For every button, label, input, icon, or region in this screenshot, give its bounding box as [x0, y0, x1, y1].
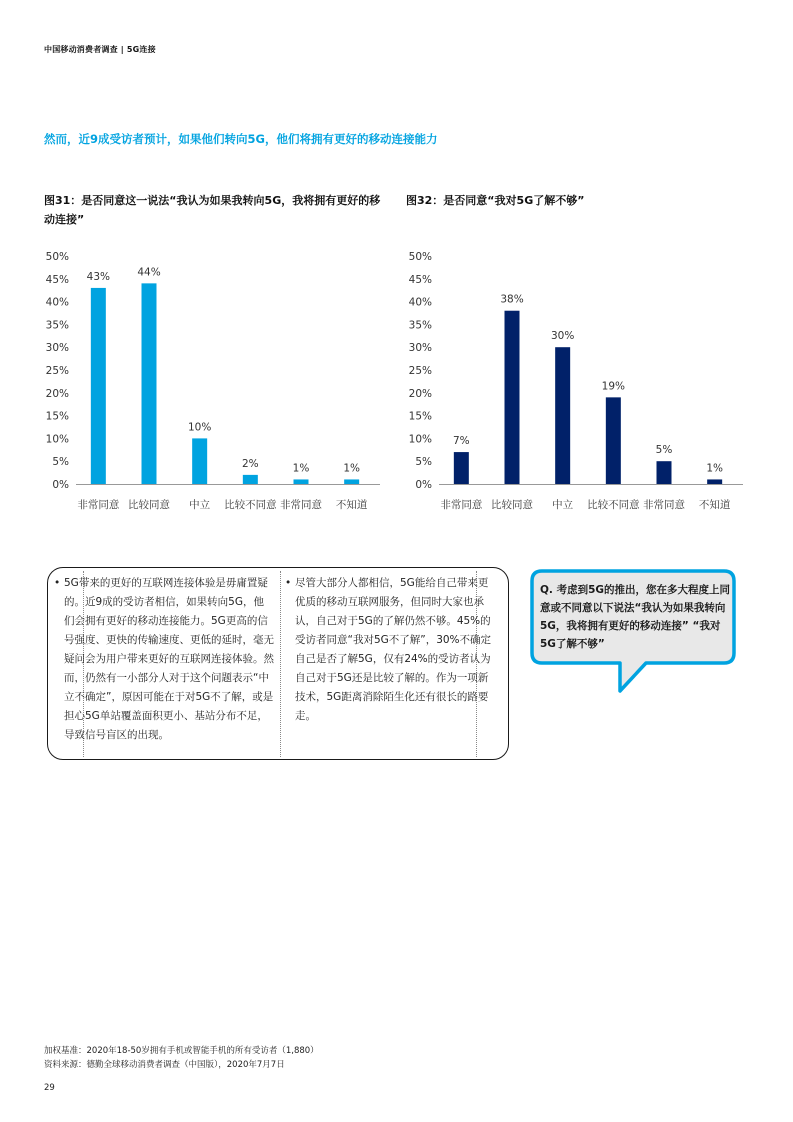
data-label: 1%	[343, 462, 361, 475]
y-tick-label: 20%	[408, 387, 432, 400]
chart32-title: 图32：是否同意“我对5G了解不够”	[406, 194, 585, 207]
bar	[505, 311, 520, 484]
commentary-left-text: 5G带来的更好的互联网连接体验是毋庸置疑的。近9成的受访者相信，如果转向5G，他们会拥有更好的移动连接能力。5G更高的信号强度、更快的传输速度、更低的延时，毫无疑问会为用户带来更好的互联网连接体验。然而，仍然有一小部分人对于这个问题表示“中立不确定”，原因可能在于对5G不了解，或是担心5G单站覆盖面积更小、基站分布不足，导致信号盲区的出现。	[64, 577, 274, 741]
bar	[454, 452, 469, 484]
x-tick-label: 中立	[552, 499, 574, 511]
chart-svg	[40, 248, 390, 518]
commentary-box	[47, 567, 509, 760]
y-tick-label: 30%	[408, 342, 432, 355]
y-tick-label: 15%	[45, 410, 69, 423]
x-tick-label: 非常同意	[440, 499, 483, 511]
bar	[142, 283, 157, 484]
x-tick-label: 不知道	[698, 499, 731, 511]
data-label: 1%	[706, 462, 724, 475]
y-tick-label: 0%	[52, 479, 69, 491]
footnote-source: 资料来源：德勤全球移动消费者调查（中国版），2020年7月7日	[44, 1060, 285, 1070]
bar	[243, 475, 258, 484]
question-text: Q. 考虑到5G的推出，您在多大程度上同意或不同意以下说法“我认为如果我转向5G，我将拥有更好的移动连接” “我对5G了解不够”	[540, 584, 730, 650]
question-bubble	[528, 567, 738, 695]
data-label: 38%	[500, 293, 524, 306]
chart31-title: 图31：是否同意这一说法“我认为如果我转向5G，我将拥有更好的移动连接”	[44, 194, 381, 226]
y-tick-label: 20%	[45, 387, 69, 400]
y-tick-label: 10%	[408, 433, 432, 446]
x-tick-label: 中立	[189, 499, 211, 511]
y-tick-label: 50%	[408, 251, 432, 263]
bar	[657, 461, 672, 484]
bar	[555, 347, 570, 484]
data-label: 5%	[655, 444, 673, 457]
section-subtitle: 然而，近9成受访者预计，如果他们转向5G，他们将拥有更好的移动连接能力	[44, 132, 438, 146]
y-tick-label: 25%	[408, 365, 432, 377]
chart32	[403, 248, 753, 518]
y-tick-label: 25%	[45, 365, 69, 377]
y-tick-label: 30%	[45, 342, 69, 355]
bullet-dot: •	[285, 577, 292, 589]
x-tick-label: 非常同意	[280, 499, 322, 511]
page-number: 29	[44, 1083, 55, 1093]
data-label: 43%	[86, 270, 111, 283]
chart31	[40, 248, 390, 518]
commentary-left	[54, 574, 274, 745]
data-label: 1%	[292, 462, 310, 475]
column-divider	[280, 571, 281, 757]
data-label: 19%	[601, 380, 626, 393]
y-tick-label: 45%	[45, 273, 69, 286]
y-tick-label: 50%	[45, 251, 69, 263]
x-tick-label: 非常同意	[77, 499, 120, 511]
y-tick-label: 45%	[408, 273, 432, 286]
bar	[707, 479, 722, 484]
x-tick-label: 比较同意	[491, 499, 533, 511]
footnote-base: 加权基准：2020年18-50岁拥有手机或智能手机的所有受访者（1,880）	[44, 1046, 319, 1056]
x-tick-label: 非常同意	[643, 499, 685, 511]
commentary-right	[285, 574, 495, 726]
y-tick-label: 10%	[45, 433, 69, 446]
bar	[91, 288, 106, 484]
bar	[606, 397, 621, 484]
chart-svg	[403, 248, 753, 518]
bullet-dot: •	[54, 577, 61, 589]
y-tick-label: 5%	[52, 456, 69, 469]
x-tick-label: 比较同意	[128, 499, 170, 511]
commentary-right-text: 尽管大部分人都相信，5G能给自己带来更优质的移动互联网服务，但同时大家也承认，自己对于5G的了解仍然不够。45%的受访者同意“我对5G不了解”，30%不确定自己是否了解5G，仅有24%的受访者认为自己对于5G还是比较了解的。作为一项新技术，5G距离消除陌生化还有很长的路要走。	[295, 577, 492, 722]
y-tick-label: 15%	[408, 410, 432, 423]
y-tick-label: 35%	[408, 319, 432, 332]
bar	[344, 479, 359, 484]
data-label: 30%	[550, 330, 575, 343]
y-tick-label: 40%	[45, 296, 69, 309]
y-tick-label: 5%	[415, 456, 432, 469]
data-label: 2%	[241, 457, 259, 470]
bar	[192, 438, 207, 484]
data-label: 7%	[452, 435, 470, 448]
data-label: 10%	[187, 421, 212, 434]
x-tick-label: 比较不同意	[224, 499, 277, 511]
bar	[294, 479, 309, 484]
y-tick-label: 40%	[408, 296, 432, 309]
y-tick-label: 35%	[45, 319, 69, 332]
page-header: 中国移动消费者调查 | 5G连接	[44, 45, 156, 54]
x-tick-label: 比较不同意	[587, 499, 640, 511]
x-tick-label: 不知道	[335, 499, 368, 511]
data-label: 44%	[137, 266, 161, 279]
y-tick-label: 0%	[415, 479, 432, 491]
